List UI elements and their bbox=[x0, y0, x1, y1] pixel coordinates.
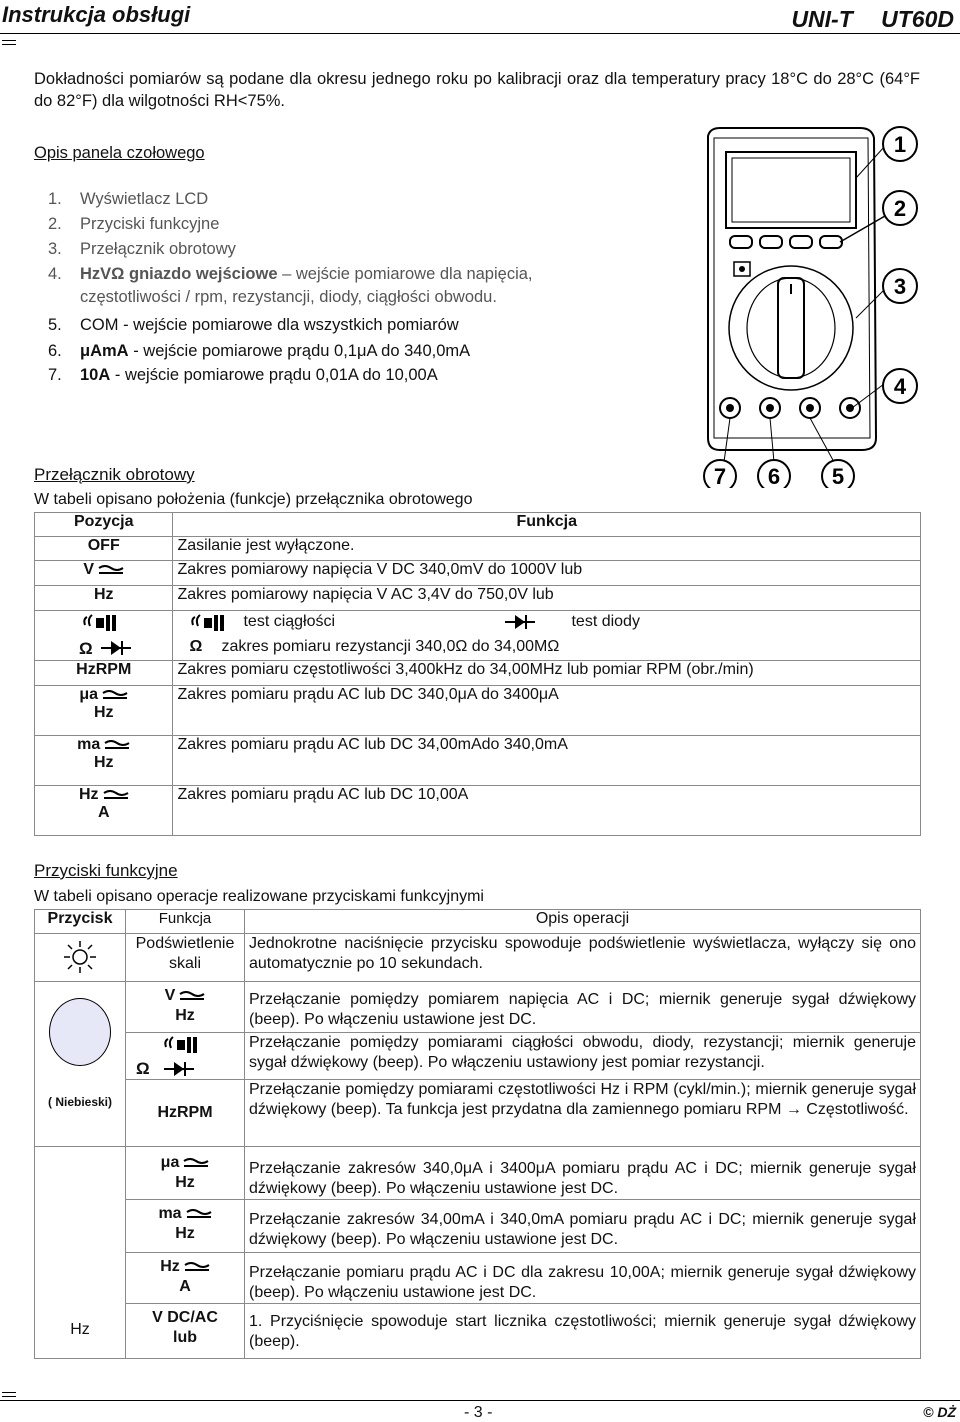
intro-paragraph: Dokładności pomiarów są podane dla okresu jednego roku po kalibracji oraz dla temperatury pracy 18°C do 28°C (64°F do 82°F) dla wilgotności RH<75%. bbox=[34, 70, 920, 110]
multimeter-front-panel-image bbox=[690, 118, 960, 488]
continuity-buzzer-icon bbox=[189, 613, 229, 633]
col-function-header: Funkcja bbox=[173, 513, 921, 537]
table-row: Hz A Zakres pomiaru prądu AC lub DC 10,00A bbox=[35, 786, 921, 836]
callout-2: 2 bbox=[893, 196, 907, 221]
switch-table bbox=[34, 512, 921, 836]
switch-section-caption: W tabeli opisano położenia (funkcje) przełącznika obrotowego bbox=[34, 491, 473, 508]
callout-7: 7 bbox=[713, 464, 727, 488]
header-title: Instrukcja obsługi bbox=[2, 2, 191, 27]
diode-icon bbox=[505, 613, 535, 631]
footer-double-rule bbox=[2, 1392, 16, 1397]
table-row: Hz A Przełączanie pomiaru prądu AC i DC dla zakresu 10,00A; miernik generuje sygał dźwiękowy (beep). Po włączeniu ustawione jest DC. bbox=[35, 1253, 921, 1304]
table-row: ma Hz Zakres pomiaru prądu AC lub DC 34,00mAdo 340,0mA bbox=[35, 736, 921, 786]
list-item: 3. Przełącznik obrotowy bbox=[48, 240, 236, 258]
list-item: 6. μAmA - wejście pomiarowe prądu 0,1μA do 340,0mA bbox=[48, 342, 471, 360]
backlight-sun-icon bbox=[63, 940, 97, 974]
continuity-buzzer-icon bbox=[162, 1035, 202, 1055]
col-function-header: Funkcja bbox=[126, 910, 245, 934]
continuity-buzzer-icon bbox=[81, 613, 121, 633]
col-desc-header: Opis operacji bbox=[245, 910, 921, 934]
table-row: Podświetlenie skali Jednokrotne naciśnięcie przycisku spowoduje podświetlenie wyświetlacza, wyłączy się ono automatycznie po 10 sekundach. bbox=[35, 934, 921, 982]
panel-title: Opis panela czołowego bbox=[34, 144, 205, 162]
switch-section-title: Przełącznik obrotowy bbox=[34, 465, 195, 484]
header-rule bbox=[0, 33, 960, 34]
col-position-header: Pozycja bbox=[35, 513, 173, 537]
list-item: 7. 10A - wejście pomiarowe prądu 0,01A do 10,00A bbox=[48, 366, 438, 384]
ac-dc-icon bbox=[179, 990, 205, 1002]
ac-dc-icon bbox=[102, 689, 128, 701]
ac-dc-icon bbox=[183, 1157, 209, 1169]
ac-dc-icon bbox=[184, 1261, 210, 1273]
page-number: - 3 - bbox=[464, 1404, 493, 1421]
callout-5: 5 bbox=[831, 464, 845, 488]
table-row: HzRPM Zakres pomiaru częstotliwości 3,400kHz do 34,00MHz lub pomiar RPM (obr./min) bbox=[35, 661, 921, 686]
table-row: μa Hz Zakres pomiaru prądu AC lub DC 340,0μA do 3400μA bbox=[35, 686, 921, 736]
list-item: 4. HzVΩ gniazdo wejściowe – wejście pomiarowe dla napięcia, bbox=[48, 265, 533, 283]
list-item: 1. Wyświetlacz LCD bbox=[48, 190, 209, 208]
table-row: Hz Zakres pomiarowy napięcia V AC 3,4V do 750,0V lub bbox=[35, 586, 921, 611]
ac-dc-icon bbox=[98, 564, 124, 576]
ac-dc-icon bbox=[186, 1208, 212, 1220]
table-row: Hz μa Hz Przełączanie zakresów 340,0μA i 3400μA pomiaru prądu AC i DC; miernik generuje sygał dźwiękowy (beep). Po włączeniu ustawione jest DC. bbox=[35, 1147, 921, 1200]
table-row: ( Niebieski) V Hz Przełączanie pomiędzy pomiarem napięcia AC i DC; miernik generuje sygał dźwiękowy (beep). Po włączeniu ustawione jest DC. bbox=[35, 982, 921, 1033]
callout-1: 1 bbox=[893, 132, 907, 157]
blue-button-icon bbox=[49, 998, 111, 1066]
buttons-table bbox=[34, 909, 921, 1359]
callout-4: 4 bbox=[893, 374, 907, 399]
author-mark: © DŻ bbox=[923, 1404, 956, 1420]
blue-button-label: ( Niebieski) bbox=[47, 1095, 113, 1109]
diode-icon bbox=[101, 639, 131, 657]
footer-rule bbox=[0, 1400, 960, 1401]
table-row: Ω test ciągłości test diody Ω zakres pomiaru rezystancji 340,0Ω do 34,00MΩ bbox=[35, 611, 921, 661]
buttons-section-title: Przyciski funkcyjne bbox=[34, 861, 178, 880]
table-row: V DC/AC lub 1. Przyciśnięcie spowoduje start licznika częstotliwości; miernik generuje sygał dźwiękowy (beep). bbox=[35, 1304, 921, 1359]
callout-3: 3 bbox=[893, 274, 907, 299]
col-button-header: Przycisk bbox=[35, 910, 126, 934]
multimeter-drawing bbox=[690, 118, 960, 488]
callout-6: 6 bbox=[767, 464, 781, 488]
list-item: 2. Przyciski funkcyjne bbox=[48, 215, 220, 233]
table-row: V Zakres pomiarowy napięcia V DC 340,0mV do 1000V lub bbox=[35, 561, 921, 586]
table-row: ma Hz Przełączanie zakresów 34,00mA i 340,0mA pomiaru prądu AC i DC; miernik generuje sygał dźwiękowy (beep). Po włączeniu ustawione jest DC. bbox=[35, 1200, 921, 1253]
table-row: OFF Zasilanie jest wyłączone. bbox=[35, 537, 921, 561]
header-double-rule bbox=[2, 40, 16, 45]
table-row: Ω Przełączanie pomiędzy pomiarami ciągłości obwodu, diody, rezystancji; miernik generuje sygał dźwiękowy (beep). Po włączeniu ustawiony jest pomiar rezystancji. bbox=[35, 1033, 921, 1080]
ac-dc-icon bbox=[104, 739, 130, 751]
diode-icon bbox=[164, 1060, 194, 1078]
page-header bbox=[0, 0, 960, 34]
ac-dc-icon bbox=[103, 789, 129, 801]
list-item: 5. COM - wejście pomiarowe dla wszystkich pomiarów bbox=[48, 316, 459, 334]
table-row: HzRPM Przełączanie pomiędzy pomiarami częstotliwości Hz i RPM (cykl/min.); miernik generuje sygał dźwiękowy (beep). Ta funkcja jest przydatna dla zamiennego pomiaru RPM → Częstotliwość. bbox=[35, 1080, 921, 1147]
list-item: częstotliwości / rpm, rezystancji, diody, ciągłości obwodu. bbox=[80, 288, 497, 306]
buttons-section-caption: W tabeli opisano operacje realizowane przyciskami funkcyjnymi bbox=[34, 888, 484, 905]
header-model: UNI-T UT60D bbox=[791, 6, 954, 32]
